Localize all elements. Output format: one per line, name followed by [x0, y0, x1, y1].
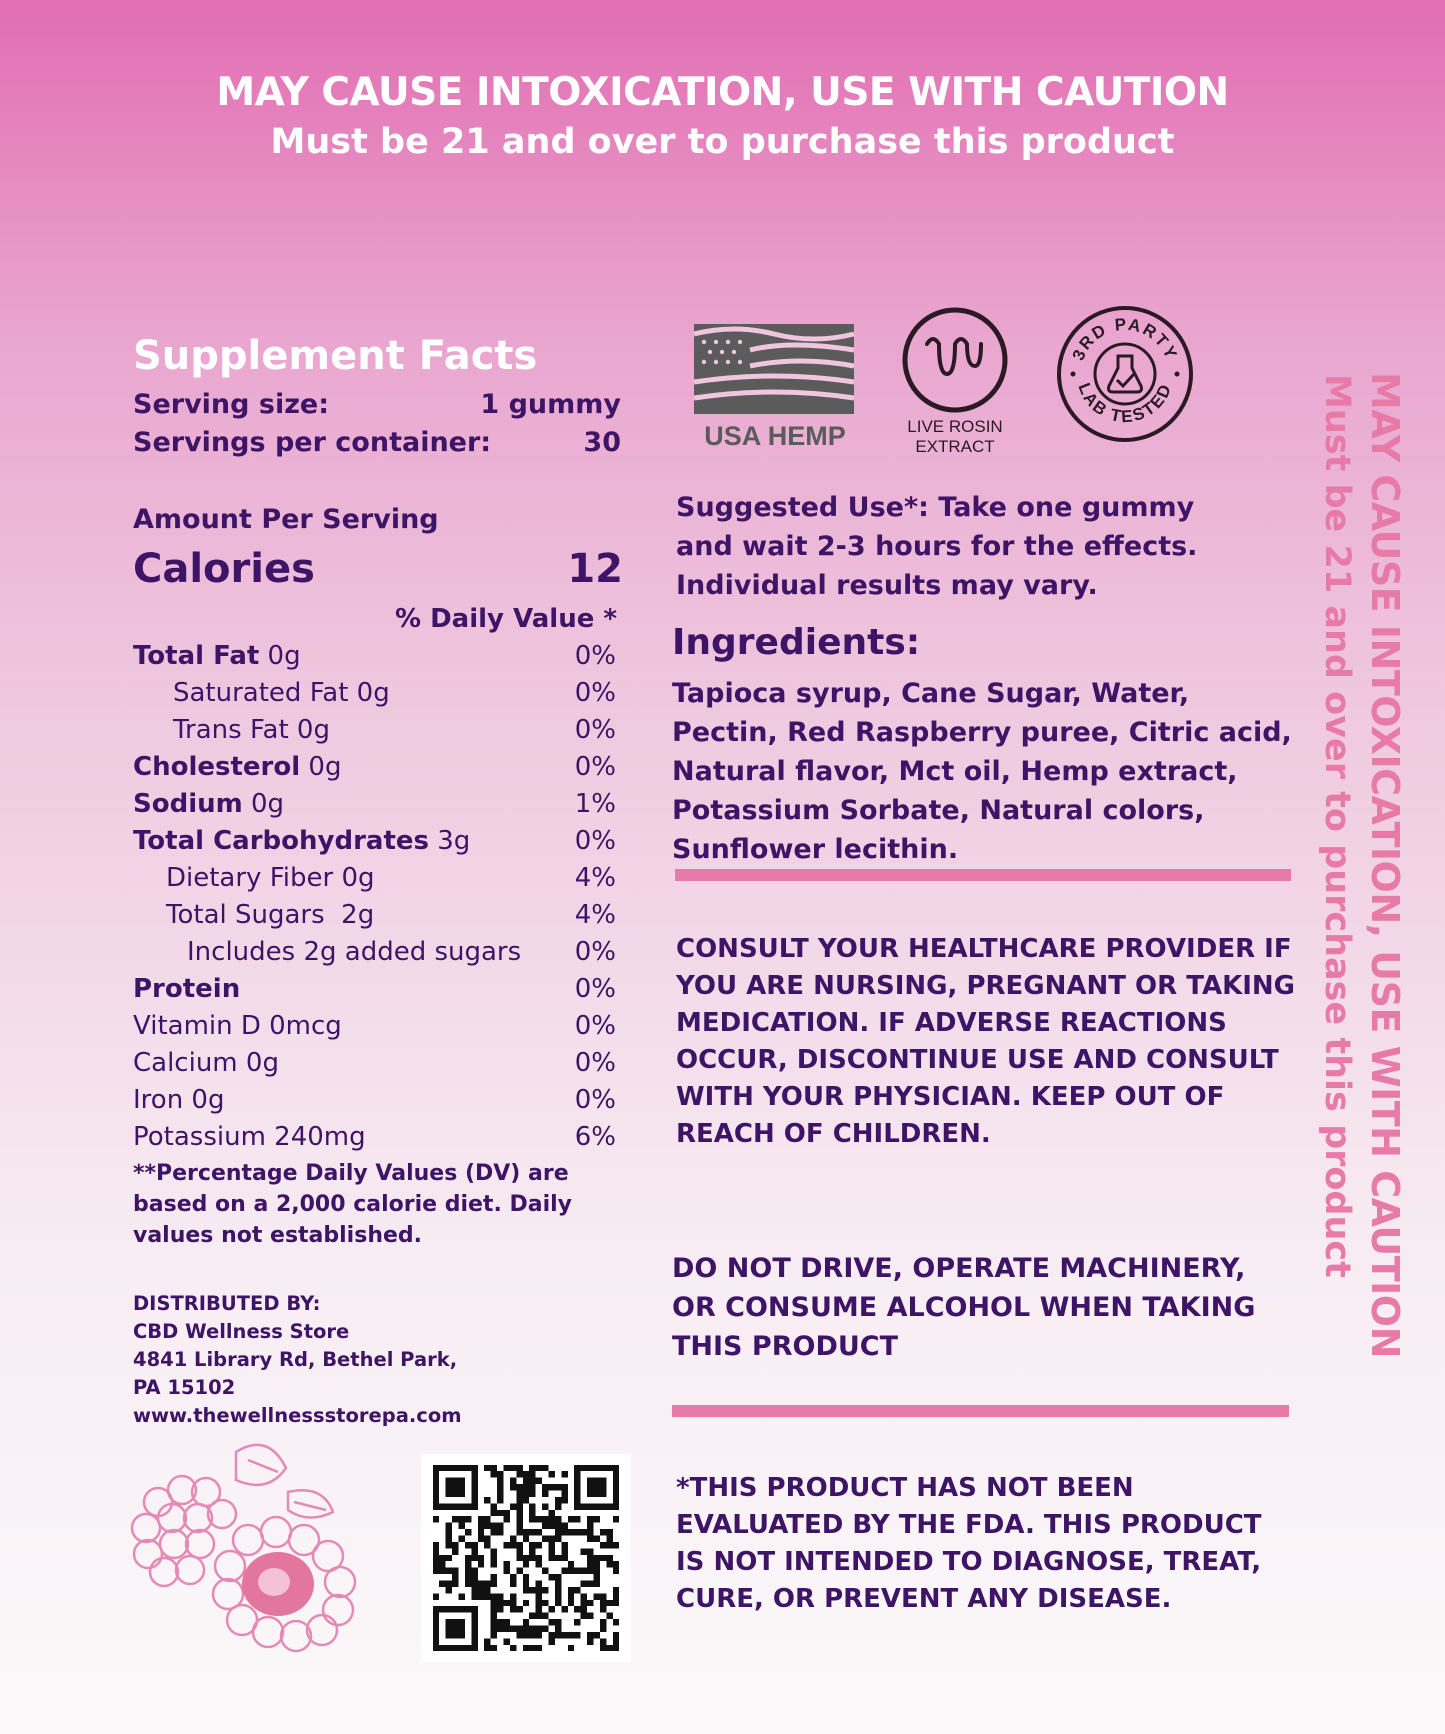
usa-hemp-badge [690, 320, 860, 454]
distributor-heading: DISTRIBUTED BY: [133, 1292, 321, 1315]
nutrient-row [133, 860, 616, 897]
qr-code[interactable] [421, 1454, 631, 1662]
usa-hemp-label: USA HEMP [704, 421, 846, 451]
distributor-address2: PA 15102 [133, 1376, 236, 1399]
nutrient-pct: 4% [574, 900, 616, 930]
nutrient-name: Dietary Fiber 0g [166, 863, 375, 893]
nutrient-pct: 0% [574, 1011, 616, 1041]
calories-label: Calories [133, 546, 315, 592]
nutrient-pct: 0% [574, 1048, 616, 1078]
nutrient-pct: 0% [574, 974, 616, 1004]
side-warning-line1: MAY CAUSE INTOXICATION, USE WITH CAUTION [1363, 372, 1407, 1358]
nutrient-name: Saturated Fat 0g [173, 678, 390, 708]
nutrient-pct: 6% [574, 1122, 616, 1152]
nutrient-pct: 0% [574, 752, 616, 782]
flask-icon [1109, 356, 1142, 392]
amount-per-serving: Amount Per Serving [133, 504, 439, 535]
live-rosin-badge [895, 304, 1015, 464]
live-rosin-line2: EXTRACT [915, 437, 995, 456]
nutrient-amount: 0g [242, 789, 285, 819]
nutrient-amount: 0g [300, 752, 342, 782]
ingredients-text: Tapioca syrup, Cane Sugar, Water, Pectin, Red Raspberry puree, Citric acid, Natural flavor, Mct oil, Hemp extract, Potassium Sorbate, Natural colors, Sunflower lecithin. [672, 678, 1292, 865]
badge-row [690, 300, 1210, 460]
consult-warning: CONSULT YOUR HEALTHCARE PROVIDER IF YOU ARE NURSING, PREGNANT OR TAKING MEDICATION. IF ADVERSE REACTIONS OCCUR, DISCONTINUE USE AND CONSULT WITH YOUR PHYSICIAN. KEEP OUT OF REACH OF CHILDREN. [676, 934, 1295, 1149]
nutrient-pct: 1% [574, 789, 616, 819]
fda-disclaimer: *THIS PRODUCT HAS NOT BEEN EVALUATED BY THE FDA. THIS PRODUCT IS NOT INTENDED TO DIAGNOSE, TREAT, CURE, OR PREVENT ANY DISEASE. [676, 1473, 1262, 1614]
serving-size-label: Serving size: [133, 389, 330, 420]
nutrient-pct: 0% [574, 641, 616, 671]
nutrient-row [133, 897, 616, 934]
nutrient-row [133, 712, 616, 749]
qr-code-pattern [421, 1454, 631, 1662]
top-warning [0, 68, 1445, 166]
servings-row [133, 425, 621, 461]
lab-tested-badge [1055, 304, 1195, 444]
nutrient-row [133, 1045, 616, 1082]
nutrient-pct: 0% [574, 1085, 616, 1115]
nutrient-pct: 0% [574, 937, 616, 967]
suggested-use: Suggested Use*: Take one gummy and wait 2-3 hours for the effects. Individual results may vary. [676, 492, 1198, 601]
nutrient-name: Vitamin D 0mcg [133, 1011, 342, 1041]
distributor-website[interactable]: www.thewellnessstorepa.com [133, 1404, 462, 1427]
nutrient-row [133, 934, 616, 971]
nutrient-name: Potassium 240mg [133, 1122, 366, 1152]
serving-size-value: 1 gummy [480, 389, 621, 420]
nutrient-pct: 0% [574, 826, 616, 856]
drive-warning: DO NOT DRIVE, OPERATE MACHINERY, OR CONSUME ALCOHOL WHEN TAKING THIS PRODUCT [672, 1253, 1256, 1362]
servings-value: 30 [583, 427, 621, 458]
lab-bottom-label: LAB TESTED [1074, 380, 1176, 427]
nutrient-pct: 4% [574, 863, 616, 893]
nutrient-name: Trans Fat 0g [173, 715, 330, 745]
nutrient-name: Calcium 0g [133, 1048, 279, 1078]
nutrient-row [133, 971, 616, 1008]
facts-title: Supplement Facts [133, 333, 538, 379]
distributor-block [133, 1290, 462, 1430]
nutrient-name: Total Carbohydrates [133, 826, 429, 856]
divider [675, 869, 1291, 881]
raspberry-illustration [118, 1432, 380, 1666]
live-rosin-line1: LIVE ROSIN [907, 417, 1003, 436]
calories-row [133, 546, 623, 592]
lab-top-label: 3RD PARTY [1068, 314, 1182, 364]
us-flag-icon [694, 324, 854, 414]
nutrient-row [133, 1082, 616, 1119]
nutrient-row [133, 1008, 616, 1045]
nutrient-name: Total Fat [133, 641, 260, 671]
nutrient-name: Includes 2g added sugars [187, 937, 522, 967]
top-warning-line2: Must be 21 and over to purchase this product [270, 122, 1175, 162]
nutrient-row [133, 823, 616, 860]
nutrient-name: Protein [133, 974, 241, 1004]
nutrient-pct: 0% [574, 678, 616, 708]
distributor-address1: 4841 Library Rd, Bethel Park, [133, 1348, 458, 1371]
nutrient-list [133, 638, 616, 1156]
nutrient-row [133, 786, 616, 823]
nutrient-name: Cholesterol [133, 752, 301, 782]
nutrient-amount: 3g [428, 826, 471, 856]
daily-value-note: **Percentage Daily Values (DV) are based on a 2,000 calorie diet. Daily values not established. [133, 1161, 572, 1248]
calories-value: 12 [567, 546, 623, 592]
divider [672, 1405, 1289, 1417]
servings-label: Servings per container: [133, 427, 492, 458]
distributor-name: CBD Wellness Store [133, 1320, 350, 1343]
serving-size-row [133, 387, 621, 423]
top-warning-line1: MAY CAUSE INTOXICATION, USE WITH CAUTION [216, 70, 1229, 115]
nutrient-row [133, 749, 616, 786]
side-warning [1309, 372, 1409, 1358]
side-warning-line2: Must be 21 and over to purchase this product [1317, 374, 1357, 1278]
nutrient-name: Total Sugars 2g [166, 900, 375, 930]
daily-value-header: % Daily Value * [394, 604, 617, 634]
rosin-drip-icon [905, 310, 1005, 410]
nutrient-row [133, 675, 616, 712]
nutrient-pct: 0% [574, 715, 616, 745]
nutrient-name: Iron 0g [133, 1085, 225, 1115]
ingredients-title: Ingredients: [672, 622, 921, 663]
nutrient-row [133, 638, 616, 675]
nutrient-name: Sodium [133, 789, 243, 819]
nutrient-amount: 0g [259, 641, 301, 671]
nutrient-row [133, 1119, 616, 1156]
